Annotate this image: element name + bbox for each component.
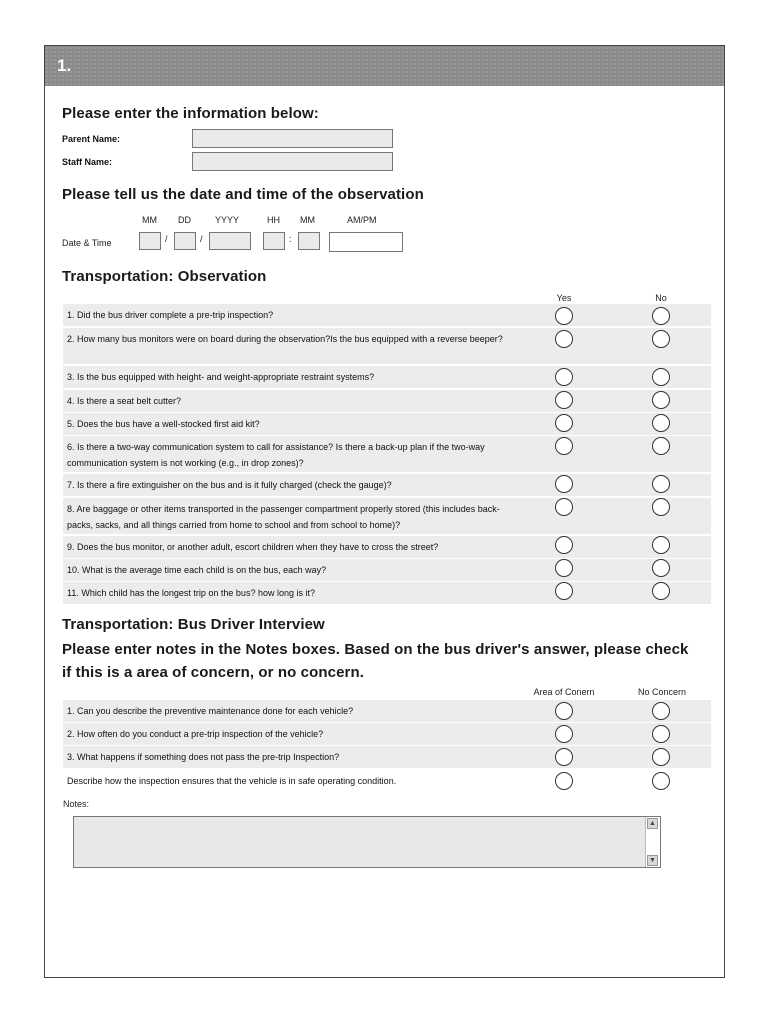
- observation-row-2: [63, 328, 711, 364]
- year-input[interactable]: [209, 232, 251, 250]
- q1-yes-radio[interactable]: [555, 307, 573, 325]
- date-separator-2: /: [200, 234, 203, 244]
- q7-yes-radio[interactable]: [555, 475, 573, 493]
- notes-textarea[interactable]: [73, 816, 661, 868]
- interview-row-3: [63, 746, 711, 768]
- i1-no-concern-radio[interactable]: [652, 702, 670, 720]
- ampm-input[interactable]: [329, 232, 403, 252]
- i4-concern-radio[interactable]: [555, 772, 573, 790]
- question-text: 3. What happens if something does not pass the pre-trip Inspection?: [67, 752, 340, 762]
- question-text: Describe how the inspection ensures that the vehicle is in safe operating condition.: [67, 776, 397, 786]
- form-frame: [44, 45, 725, 978]
- question-text: 1. Can you describe the preventive maintenance done for each vehicle?: [67, 706, 354, 716]
- parent-name-label: Parent Name:: [62, 134, 121, 144]
- question-text: 1. Did the bus driver complete a pre-trip inspection?: [67, 310, 274, 320]
- question-text: 8. Are baggage or other items transported in the passenger compartment properly stored (this includes back-packs, sacks, and all things carried from home to school and from school to home)?: [67, 504, 500, 530]
- scroll-down-icon[interactable]: ▼: [647, 855, 658, 866]
- q3-yes-radio[interactable]: [555, 368, 573, 386]
- i2-no-concern-radio[interactable]: [652, 725, 670, 743]
- observation-row-4: [63, 390, 711, 412]
- observation-row-7: [63, 474, 711, 496]
- month-column-label: MM: [142, 215, 157, 225]
- q2-yes-radio[interactable]: [555, 330, 573, 348]
- i3-no-concern-radio[interactable]: [652, 748, 670, 766]
- i2-concern-radio[interactable]: [555, 725, 573, 743]
- observation-row-1: [63, 304, 711, 326]
- time-separator: :: [289, 234, 292, 244]
- yes-column-label: Yes: [556, 293, 572, 303]
- question-text: 6. Is there a two-way communication system to call for assistance? Is there a back-up plan if the two-way communication system is not working (e.g., in drop zones)?: [67, 442, 485, 468]
- q3-no-radio[interactable]: [652, 368, 670, 386]
- interview-row-4: [63, 770, 711, 792]
- minute-column-label: MM: [300, 215, 315, 225]
- q4-yes-radio[interactable]: [555, 391, 573, 409]
- q11-yes-radio[interactable]: [555, 582, 573, 600]
- question-text: 2. How often do you conduct a pre-trip inspection of the vehicle?: [67, 729, 324, 739]
- i1-concern-radio[interactable]: [555, 702, 573, 720]
- q2-no-radio[interactable]: [652, 330, 670, 348]
- no-column-label: No: [655, 293, 667, 303]
- question-text: 3. Is the bus equipped with height- and weight-appropriate restraint systems?: [67, 372, 375, 382]
- q8-yes-radio[interactable]: [555, 498, 573, 516]
- staff-name-label: Staff Name:: [62, 157, 113, 167]
- observation-row-6: [63, 436, 711, 472]
- i3-concern-radio[interactable]: [555, 748, 573, 766]
- hour-input[interactable]: [263, 232, 285, 250]
- date-time-label: Date & Time: [62, 238, 112, 248]
- section-header-bar: [45, 46, 724, 86]
- month-input[interactable]: [139, 232, 161, 250]
- question-text: 2. How many bus monitors were on board during the observation?Is the bus equipped with a reverse beeper?: [67, 334, 503, 344]
- minute-input[interactable]: [298, 232, 320, 250]
- question-text: 11. Which child has the longest trip on the bus? how long is it?: [67, 588, 315, 598]
- staff-name-input[interactable]: [192, 152, 393, 171]
- q5-yes-radio[interactable]: [555, 414, 573, 432]
- q10-no-radio[interactable]: [652, 559, 670, 577]
- area-of-concern-column-label: Area of Conern: [533, 687, 595, 697]
- parent-name-input[interactable]: [192, 129, 393, 148]
- no-concern-column-label: No Concern: [637, 687, 687, 697]
- observation-row-5: [63, 413, 711, 435]
- question-text: 5. Does the bus have a well-stocked first aid kit?: [67, 419, 260, 429]
- observation-row-11: [63, 582, 711, 604]
- question-text: 4. Is there a seat belt cutter?: [67, 396, 182, 406]
- q8-no-radio[interactable]: [652, 498, 670, 516]
- q9-yes-radio[interactable]: [555, 536, 573, 554]
- q10-yes-radio[interactable]: [555, 559, 573, 577]
- i4-no-concern-radio[interactable]: [652, 772, 670, 790]
- q9-no-radio[interactable]: [652, 536, 670, 554]
- observation-row-8: [63, 498, 711, 534]
- hour-column-label: HH: [267, 215, 280, 225]
- q6-yes-radio[interactable]: [555, 437, 573, 455]
- notes-label: Notes:: [63, 799, 90, 809]
- question-text: 9. Does the bus monitor, or another adult, escort children when they have to cross the street?: [67, 542, 439, 552]
- interview-row-2: [63, 723, 711, 745]
- section-number: 1.: [57, 56, 72, 75]
- scroll-up-icon[interactable]: ▲: [647, 818, 658, 829]
- observation-heading: Transportation: Observation: [62, 268, 267, 285]
- notes-scrollbar[interactable]: [645, 817, 660, 867]
- q4-no-radio[interactable]: [652, 391, 670, 409]
- observation-row-10: [63, 559, 711, 581]
- q5-no-radio[interactable]: [652, 414, 670, 432]
- day-column-label: DD: [178, 215, 191, 225]
- question-text: 10. What is the average time each child is on the bus, each way?: [67, 565, 327, 575]
- q7-no-radio[interactable]: [652, 475, 670, 493]
- q11-no-radio[interactable]: [652, 582, 670, 600]
- info-heading: Please enter the information below:: [62, 105, 319, 122]
- question-text: 7. Is there a fire extinguisher on the bus and is it fully charged (check the gauge)?: [67, 480, 392, 490]
- datetime-heading: Please tell us the date and time of the observation: [62, 186, 424, 203]
- observation-row-3: [63, 366, 711, 388]
- interview-row-1: [63, 700, 711, 722]
- q6-no-radio[interactable]: [652, 437, 670, 455]
- year-column-label: YYYY: [215, 215, 240, 225]
- ampm-column-label: AM/PM: [347, 215, 377, 225]
- observation-row-9: [63, 536, 711, 558]
- interview-instructions: Please enter notes in the Notes boxes. Based on the bus driver's answer, please check if this is a area of concern, or no concern.: [62, 641, 689, 681]
- interview-heading: Transportation: Bus Driver Interview: [62, 616, 325, 633]
- date-separator-1: /: [165, 234, 168, 244]
- q1-no-radio[interactable]: [652, 307, 670, 325]
- day-input[interactable]: [174, 232, 196, 250]
